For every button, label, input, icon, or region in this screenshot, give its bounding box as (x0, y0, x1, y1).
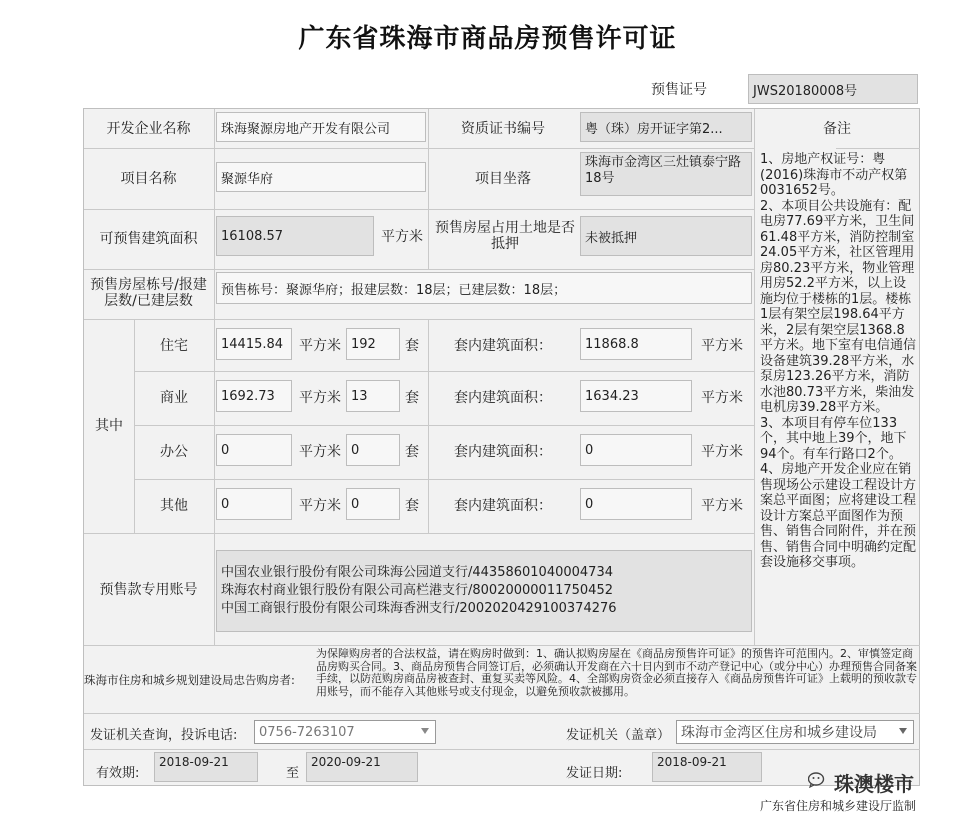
breakdown-count-unit: 套 (405, 390, 419, 406)
footer-text: 广东省住房和城乡建设厅监制 (760, 799, 917, 813)
breakdown-inner-field: 1634.23 (580, 380, 692, 412)
issue-date-field: 2018-09-21 (652, 752, 762, 782)
breakdown-type-label: 商业 (160, 390, 188, 406)
land-mortgage-field: 未被抵押 (580, 216, 752, 256)
breakdown-area-field: 0 (216, 434, 292, 466)
issuer-label: 发证机关（盖章） (566, 728, 671, 743)
breakdown-count-field: 13 (346, 380, 400, 412)
permit-number-field: JWS20180008号 (748, 74, 918, 104)
qualification-label: 资质证书编号 (461, 121, 545, 137)
breakdown-inner-unit: 平方米 (701, 338, 743, 354)
chevron-down-icon (421, 728, 429, 734)
remark-item: 4、房地产开发企业应在销售现场公示建设工程设计方案总平面图；应将建设工程设计方案总平面图作为预售、销售合同附件，并在预售、销售合同中明确约定配套设施移交事项。 (760, 462, 917, 570)
breakdown-area-unit: 平方米 (299, 338, 341, 354)
breakdown-area-unit: 平方米 (299, 498, 341, 514)
inquiry-phone-select[interactable] (254, 720, 436, 744)
validity-from-field: 2018-09-21 (154, 752, 258, 782)
breakdown-type-label: 其他 (160, 498, 188, 514)
issuer-select[interactable] (676, 720, 914, 744)
breakdown-area-field: 1692.73 (216, 380, 292, 412)
land-mortgage-label: 预售房屋占用土地是否抵押 (435, 220, 575, 252)
warning-label: 珠海市住房和城乡规划建设局忠告购房者: (84, 673, 295, 687)
breakdown-count-field: 0 (346, 488, 400, 520)
account-line: 珠海农村商业银行股份有限公司高栏港支行/80020000011750452 (221, 583, 613, 598)
presale-area-unit: 平方米 (381, 229, 423, 245)
breakdown-inner-field: 11868.8 (580, 328, 692, 360)
project-name-field: 聚源华府 (216, 162, 426, 192)
issuer-value: 珠海市金湾区住房和城乡建设局 (681, 725, 877, 741)
breakdown-inner-unit: 平方米 (701, 390, 743, 406)
breakdown-inner-unit: 平方米 (701, 444, 743, 460)
breakdown-count-unit: 套 (405, 498, 419, 514)
inquiry-phone-value: 0756-7263107 (259, 724, 355, 740)
remarks-text (756, 150, 920, 646)
breakdown-area-unit: 平方米 (299, 444, 341, 460)
breakdown-count-field: 192 (346, 328, 400, 360)
breakdown-count-unit: 套 (405, 444, 419, 460)
breakdown-inner-label: 套内建筑面积： (454, 498, 552, 514)
account-line: 中国工商银行股份有限公司珠海香洲支行/2002020429100374276 (221, 601, 617, 616)
accounts-label: 预售款专用账号 (99, 582, 198, 598)
breakdown-inner-label: 套内建筑面积： (454, 338, 552, 354)
building-field: 预售栋号：聚源华府；报建层数：18层；已建层数：18层； (216, 272, 752, 304)
presale-area-field: 16108.57 (216, 216, 374, 256)
building-label: 预售房屋栋号/报建层数/已建层数 (90, 277, 207, 309)
breakdown-area-field: 14415.84 (216, 328, 292, 360)
breakdown-count-unit: 套 (405, 338, 419, 354)
breakdown-area-unit: 平方米 (299, 390, 341, 406)
warning-text: 为保障购房者的合法权益，请在购房时做到：1、确认拟购房屋在《商品房预售许可证》的预售许可范围内。2、审慎签定商品房购买合同。3、商品房预售合同签订后，必须确认开发商在六十日内到市不动产登记中心（或分中心）办理预售合同备案手续，以防范购房商品房被查封、重复买卖等风险。4、全部购房资金必须直接存入《商品房预售许可证》上载明的预收款专用账号，而不能存入其他账号或支付现金，以避免预收款被挪用。 (316, 648, 917, 698)
validity-to-label: 至 (286, 766, 300, 781)
chevron-down-icon (899, 728, 907, 734)
project-location-field: 珠海市金湾区三灶镇泰宁路18号 (580, 152, 752, 196)
breakdown-label: 其中 (95, 418, 123, 434)
remarks-label: 备注 (823, 121, 851, 137)
remark-item: 1、房地产权证号：粤(2016)珠海市不动产权第0031652号。 (760, 152, 908, 198)
breakdown-inner-label: 套内建筑面积： (454, 390, 552, 406)
developer-label: 开发企业名称 (106, 121, 191, 137)
breakdown-type-label: 住宅 (160, 338, 188, 354)
validity-label: 有效期: (96, 766, 140, 781)
developer-field: 珠海聚源房地产开发有限公司 (216, 112, 426, 142)
breakdown-type-label: 办公 (160, 444, 188, 460)
remark-item: 2、本项目公共设施有：配电房77.69平方米，卫生间61.48平方米，消防控制室24.05平方米，社区管理用房80.23平方米，物业管理用房52.2平方米，以上设施均位于楼栋的1层。楼栋1层有架空层198.64平方米，2层有架空层1368.8平方米。地下室有电信通信设备建筑39.28平方米，水泵房123.26平方米，消防水池80.73平方米，柴油发电机房39.28平方米。 (760, 198, 917, 415)
breakdown-inner-field: 0 (580, 434, 692, 466)
project-location-label: 项目坐落 (475, 171, 531, 187)
issue-date-label: 发证日期: (566, 766, 623, 781)
accounts-field (216, 550, 752, 632)
breakdown-inner-label: 套内建筑面积： (454, 444, 552, 460)
permit-number-label: 预售证号 (651, 82, 707, 98)
breakdown-count-field: 0 (346, 434, 400, 466)
validity-to-field: 2020-09-21 (306, 752, 418, 782)
page-title: 广东省珠海市商品房预售许可证 (298, 24, 677, 54)
remark-item: 3、本项目有停车位133个，其中地上39个，地下94个。有车行路口2个。 (760, 415, 907, 462)
breakdown-inner-field: 0 (580, 488, 692, 520)
presale-area-label: 可预售建筑面积 (99, 231, 198, 247)
qualification-field: 粤（珠）房开证字第2... (580, 112, 752, 142)
account-line: 中国农业银行股份有限公司珠海公园道支行/44358601040004734 (221, 565, 613, 580)
inquiry-label: 发证机关查询，投诉电话: (90, 728, 238, 743)
breakdown-inner-unit: 平方米 (701, 498, 743, 514)
wechat-icon (808, 772, 828, 788)
project-name-label: 项目名称 (120, 171, 177, 187)
breakdown-area-field: 0 (216, 488, 292, 520)
watermark-text: 珠澳楼市 (834, 772, 914, 796)
